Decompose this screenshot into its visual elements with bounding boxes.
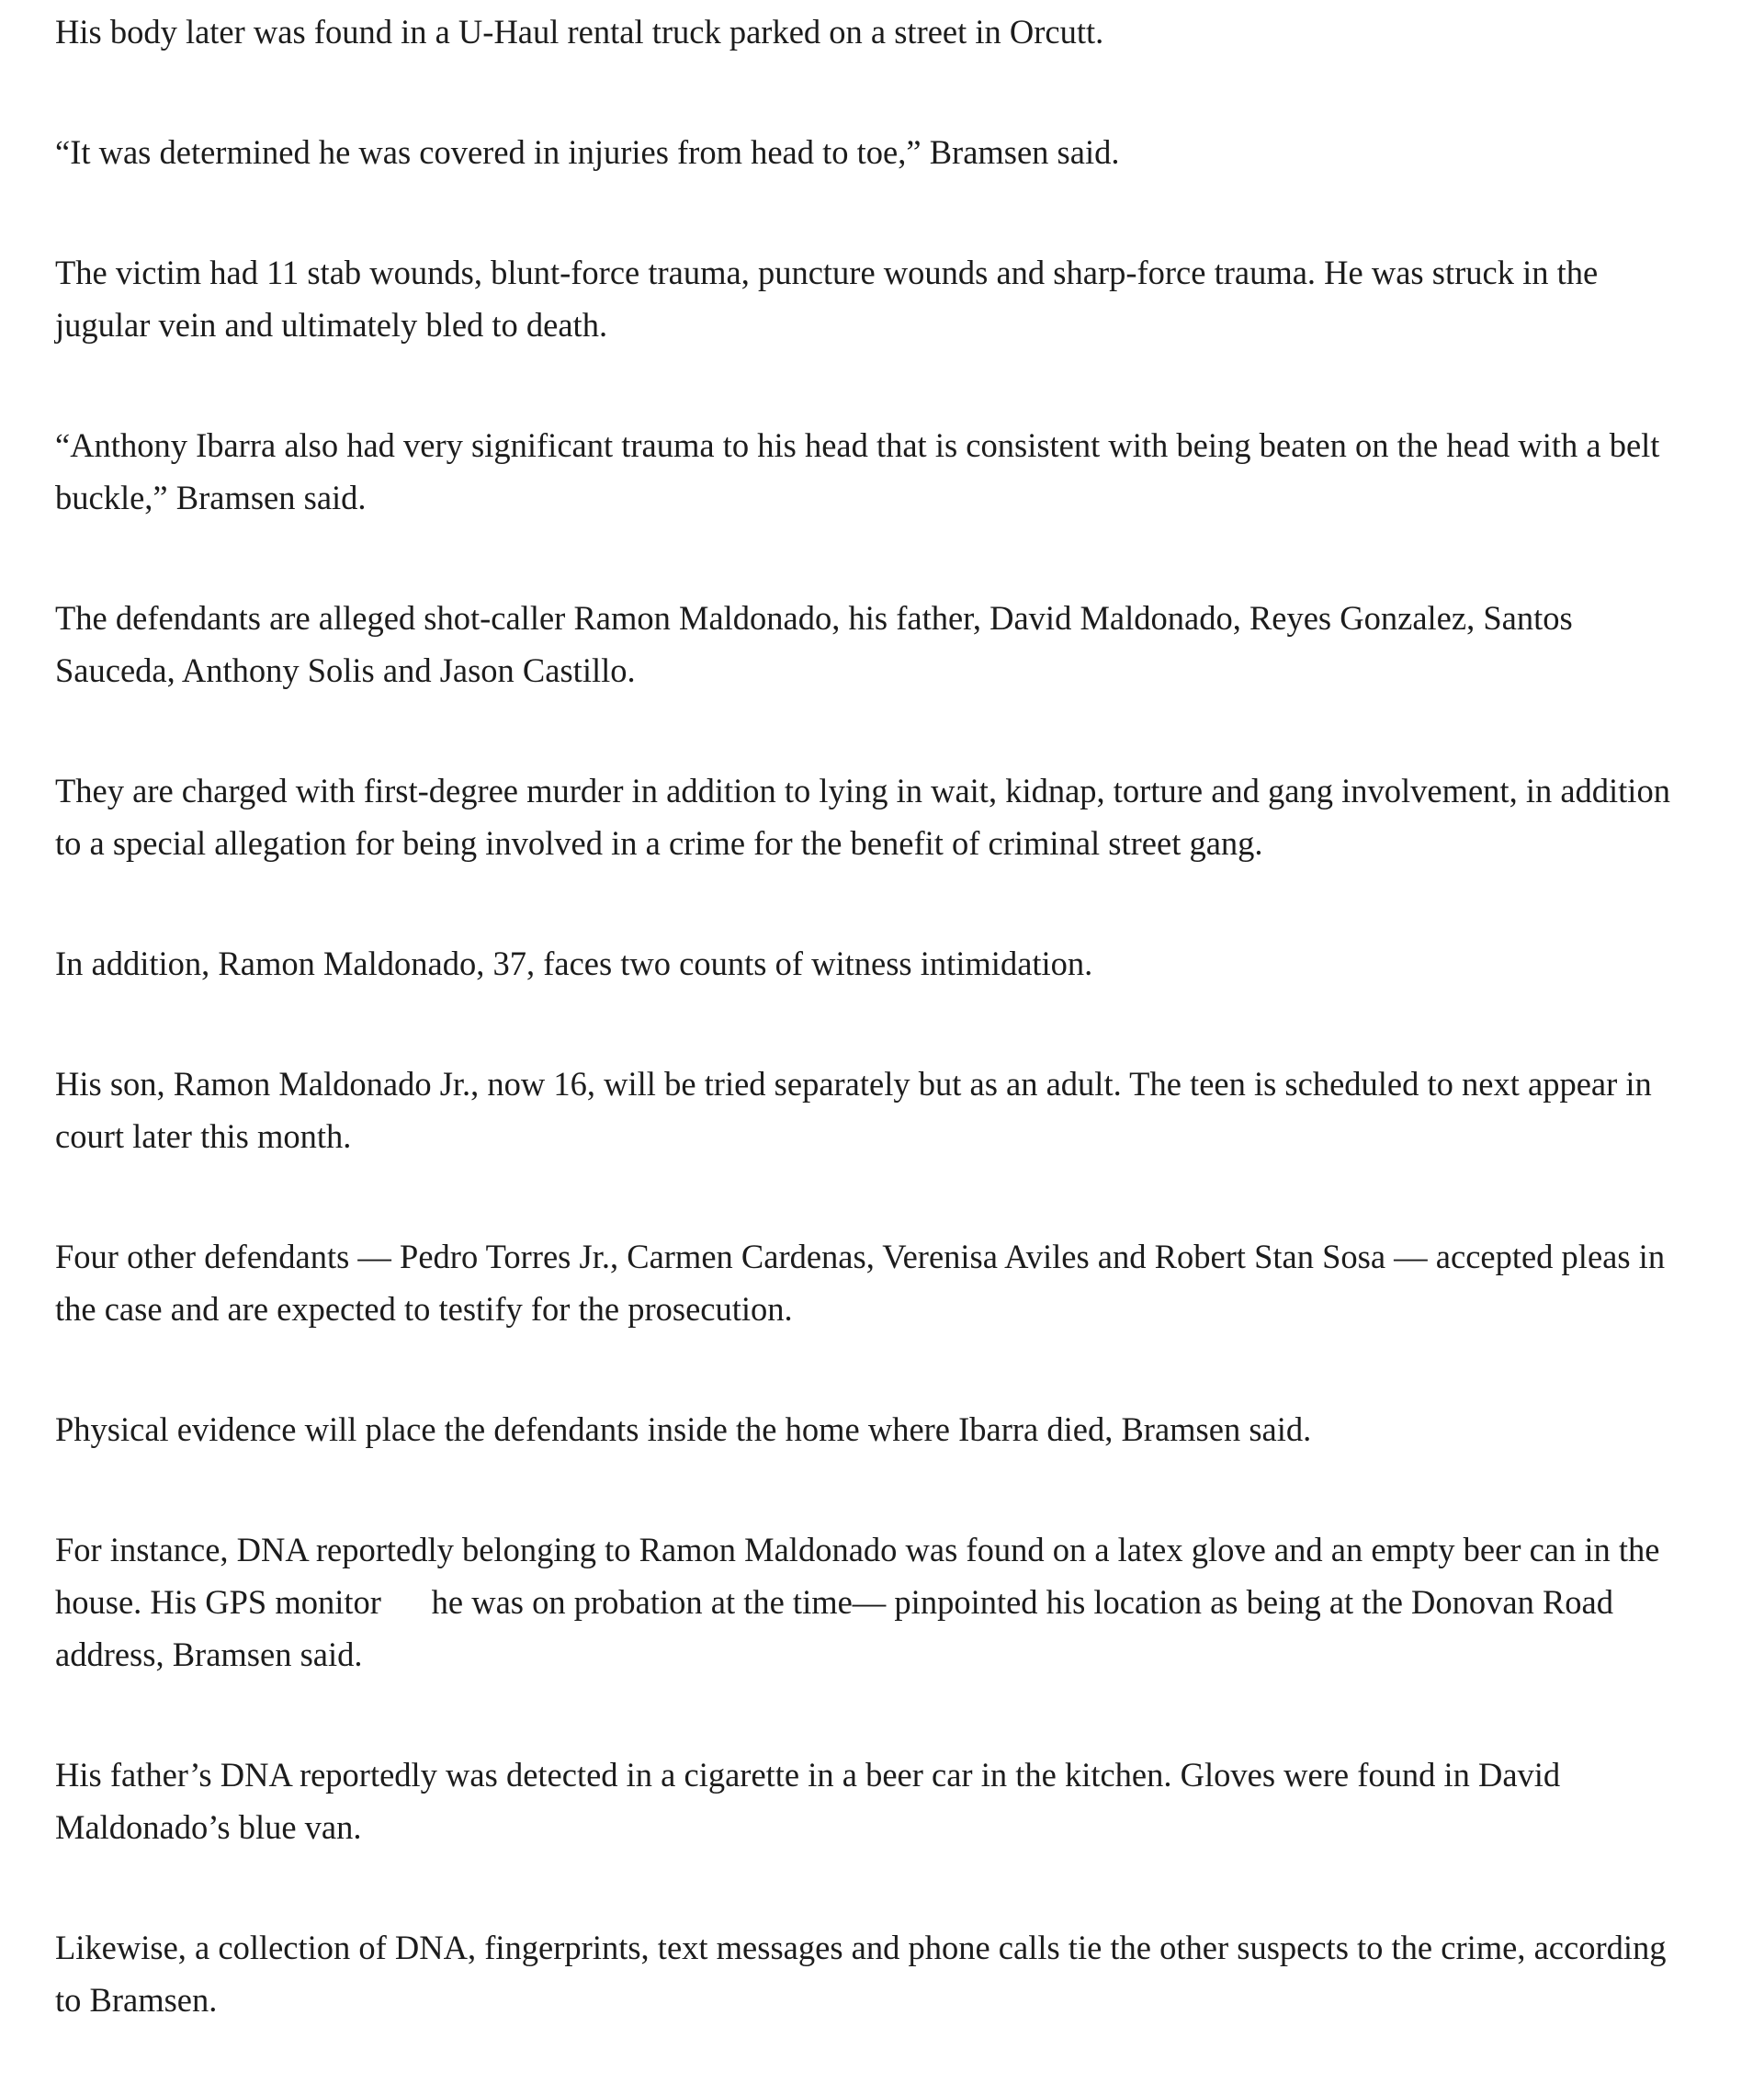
paragraph-wounds: The victim had 11 stab wounds, blunt-force trauma, puncture wounds and sharp-force trauma. He was struck in the jugular vein and ultimately bled to death.	[55, 254, 1599, 344]
paragraph-head-trauma-quote: “Anthony Ibarra also had very significant trauma to his head that is consistent with being beaten on the head with a belt buckle,” Bramsen said.	[55, 426, 1660, 516]
paragraph-son-trial: His son, Ramon Maldonado Jr., now 16, will be tried separately but as an adult. The teen is scheduled to next appear in court later this month.	[55, 1065, 1652, 1155]
paragraph-body-found: His body later was found in a U-Haul rental truck parked on a street in Orcutt.	[55, 13, 1104, 51]
paragraph-other-suspects: Likewise, a collection of DNA, fingerprints, text messages and phone calls tie the other suspects to the crime, according to Bramsen.	[55, 1929, 1667, 2019]
paragraph-injuries-quote: “It was determined he was covered in injuries from head to toe,” Bramsen said.	[55, 133, 1120, 171]
paragraph-father-dna: His father’s DNA reportedly was detected in a cigarette in a beer car in the kitchen. Gloves were found in David Maldonado’s blue van.	[55, 1756, 1561, 1846]
article-body	[55, 6, 1690, 2094]
paragraph-physical-evidence: Physical evidence will place the defendants inside the home where Ibarra died, Bramsen said.	[55, 1410, 1312, 1448]
paragraph-witness-intimidation: In addition, Ramon Maldonado, 37, faces two counts of witness intimidation.	[55, 945, 1093, 982]
paragraph-dna-gps: For instance, DNA reportedly belonging to Ramon Maldonado was found on a latex glove and an empty beer can in the house. His GPS monitor he was on probation at the time— pinpointed his location as being at the Donovan Road address, Bramsen said.	[55, 1531, 1668, 1673]
paragraph-plea-defendants: Four other defendants — Pedro Torres Jr., Carmen Cardenas, Verenisa Aviles and Robert Stan Sosa — accepted pleas in the case and are expected to testify for the prosecution.	[55, 1238, 1666, 1328]
paragraph-charges: They are charged with first-degree murder in addition to lying in wait, kidnap, torture and gang involvement, in addition to a special allegation for being involved in a crime for the benefit of criminal street gang.	[55, 772, 1670, 862]
paragraph-defendants: The defendants are alleged shot-caller Ramon Maldonado, his father, David Maldonado, Reyes Gonzalez, Santos Sauceda, Anthony Solis and Jason Castillo.	[55, 599, 1573, 689]
